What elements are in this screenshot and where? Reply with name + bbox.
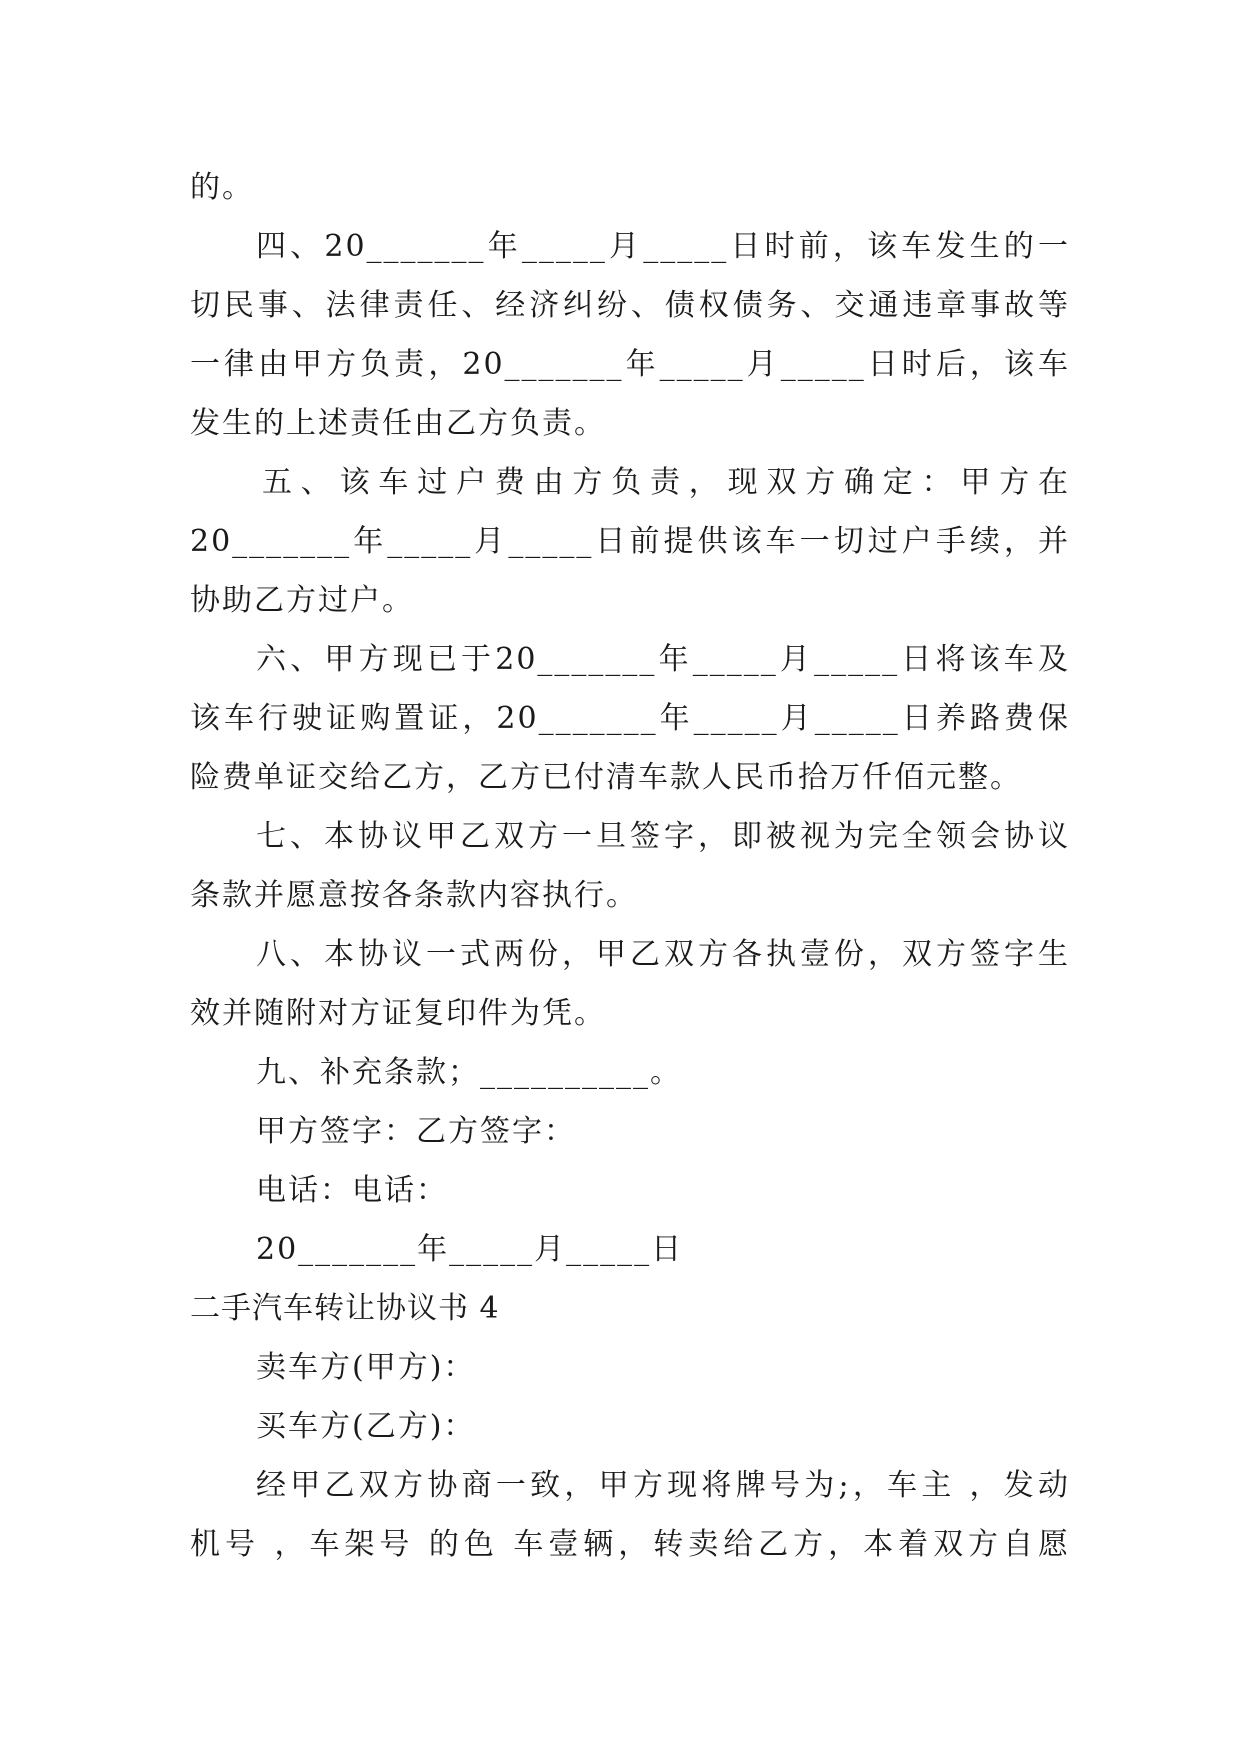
clause-four-line: 四、20_______年_____月_____日时前，该车发生的一 xyxy=(256,229,1070,264)
clause-nine-line: 九、补充条款；__________。 xyxy=(256,1055,682,1090)
text-line: 协助乙方过户。 xyxy=(190,583,414,618)
text-line: 切民事、法律责任、经济纠纷、债权债务、交通违章事故等 xyxy=(190,288,1070,323)
clause-six-line: 六、甲方现已于20_______年_____月_____日将该车及 xyxy=(256,642,1070,677)
agreement-intro-line: 经甲乙双方协商一致，甲方现将牌号为;，车主 ，发动 xyxy=(256,1468,1070,1503)
text-line: 机号 ，车架号 的色 车壹辆，转卖给乙方，本着双方自愿 xyxy=(190,1527,1070,1562)
document-body xyxy=(190,158,1070,1574)
text-line: 的。 xyxy=(190,170,254,205)
text-line: 险费单证交给乙方，乙方已付清车款人民币拾万仟佰元整。 xyxy=(190,760,1022,795)
text-line: 20_______年_____月_____日前提供该车一切过户手续，并 xyxy=(190,524,1070,559)
clause-seven-line: 七、本协议甲乙双方一旦签字，即被视为完全领会协议 xyxy=(256,819,1070,854)
clause-eight-line: 八、本协议一式两份，甲乙双方各执壹份，双方签字生 xyxy=(256,937,1070,972)
phone-line: 电话：电话： xyxy=(256,1173,448,1208)
text-line: 效并随附对方证复印件为凭。 xyxy=(190,996,606,1031)
clause-five-line: 五、该车过户费由方负责，现双方确定：甲方在 xyxy=(262,465,1070,500)
buyer-line: 买车方(乙方)： xyxy=(256,1409,476,1444)
signature-line: 甲方签字：乙方签字： xyxy=(256,1114,576,1149)
date-line: 20_______年_____月_____日 xyxy=(256,1232,684,1267)
text-line: 该车行驶证购置证，20_______年_____月_____日养路费保 xyxy=(190,701,1070,736)
section-heading: 二手汽车转让协议书 4 xyxy=(190,1291,500,1326)
text-line: 一律由甲方负责，20_______年_____月_____日时后，该车 xyxy=(190,347,1070,382)
seller-line: 卖车方(甲方)： xyxy=(256,1350,476,1385)
text-line: 发生的上述责任由乙方负责。 xyxy=(190,406,606,441)
text-line: 条款并愿意按各条款内容执行。 xyxy=(190,878,638,913)
